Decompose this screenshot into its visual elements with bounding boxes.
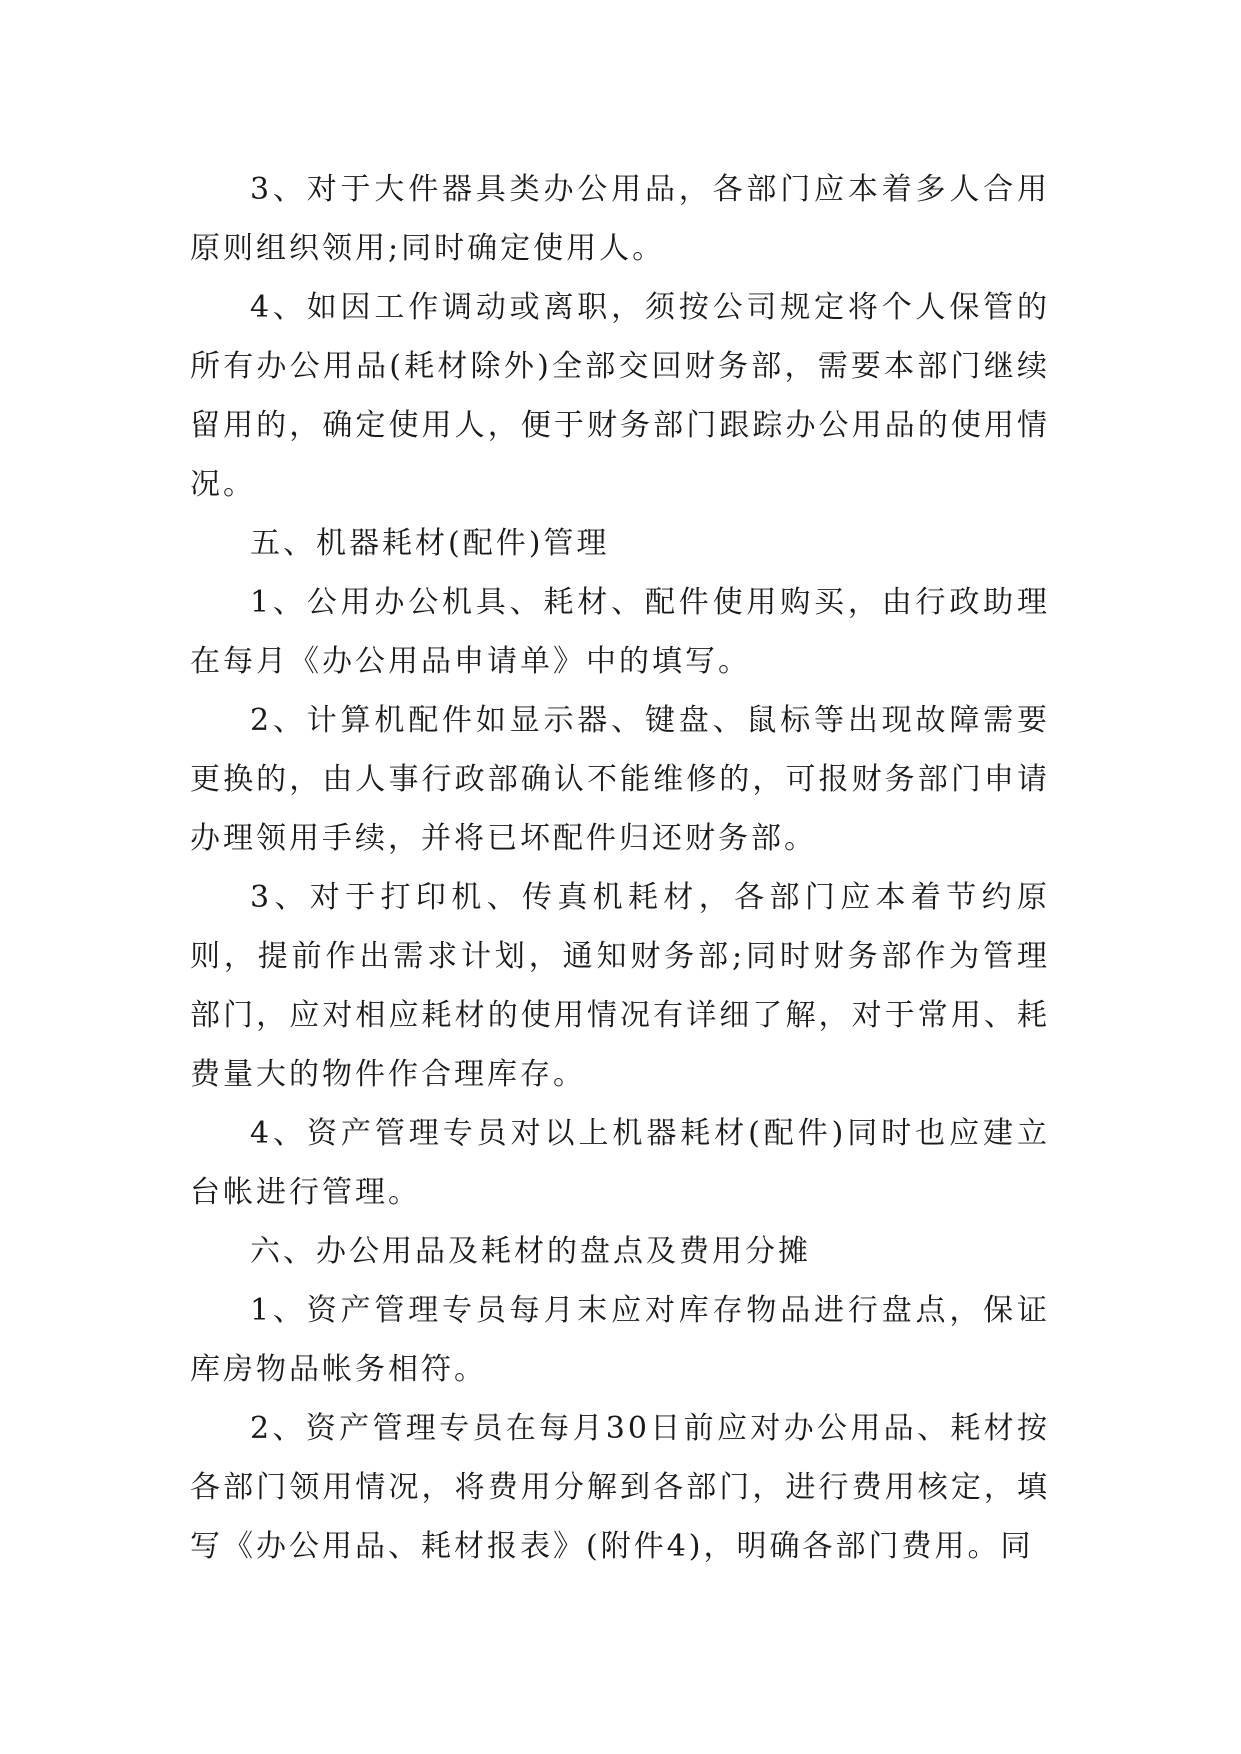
paragraph-item-4-ledger: 4、资产管理专员对以上机器耗材(配件)同时也应建立台帐进行管理。 [190,1116,1050,1210]
paragraph-item-3-printer-consumables: 3、对于打印机、传真机耗材，各部门应本着节约原则，提前作出需求计划，通知财务部;同时财务部作为管理部门，应对相应耗材的使用情况有详细了解，对于常用、耗费量大的物件作合理库存。 [190,880,1050,1092]
section-heading-inventory-costs: 六、办公用品及耗材的盘点及费用分摊 [250,1234,811,1269]
paragraph-item-1-monthly-count: 1、资产管理专员每月末应对库存物品进行盘点，保证库房物品帐务相符。 [190,1293,1050,1387]
paragraph-item-1-purchase: 1、公用办公机具、耗材、配件使用购买，由行政助理在每月《办公用品申请单》中的填写。 [190,585,1050,679]
paragraph-item-2-cost-allocation: 2、资产管理专员在每月30日前应对办公用品、耗材按各部门领用情况，将费用分解到各部门，进行费用核定，填写《办公用品、耗材报表》(附件4)，明确各部门费用。同 [190,1411,1050,1564]
paragraph-item-3-bulk-equipment: 3、对于大件器具类办公用品，各部门应本着多人合用原则组织领用;同时确定使用人。 [190,172,1050,266]
paragraph-item-2-computer-parts: 2、计算机配件如显示器、键盘、鼠标等出现故障需要更换的，由人事行政部确认不能维修的，可报财务部门申请办理领用手续，并将已坏配件归还财务部。 [190,703,1050,856]
paragraph-item-4-transfer-return: 4、如因工作调动或离职，须按公司规定将个人保管的所有办公用品(耗材除外)全部交回财务部，需要本部门继续留用的，确定使用人，便于财务部门跟踪办公用品的使用情况。 [190,290,1050,502]
document-body [190,160,1050,1576]
section-heading-machine-consumables: 五、机器耗材(配件)管理 [250,526,610,561]
